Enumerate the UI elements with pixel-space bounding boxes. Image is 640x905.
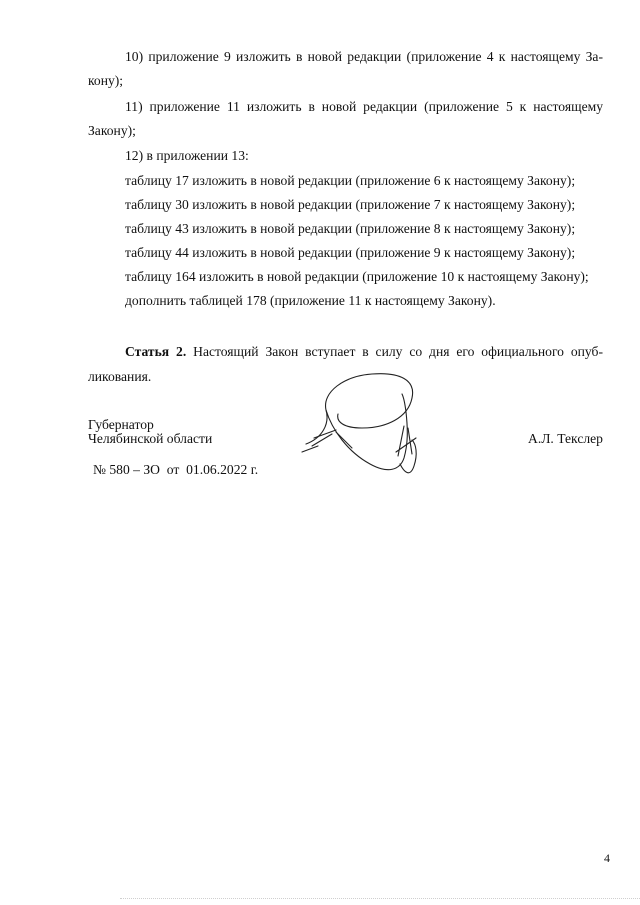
sub-item-table-44: таблицу 44 изложить в новой редакции (приложение 9 к настоящему Закону); bbox=[125, 245, 576, 260]
article-2-label: Статья 2. bbox=[125, 344, 187, 359]
item-12-line-1: 12) в приложении 13: bbox=[125, 148, 249, 163]
sub-item-table-178: дополнить таблицей 178 (приложение 11 к настоящему Закону). bbox=[125, 293, 496, 308]
item-10-line-2: кону); bbox=[88, 73, 124, 88]
page-number: 4 bbox=[604, 851, 610, 865]
sub-item-table-17: таблицу 17 изложить в новой редакции (приложение 6 к настоящему Закону); bbox=[125, 173, 576, 188]
sub-item-table-164: таблицу 164 изложить в новой редакции (приложение 10 к настоящему Закону); bbox=[125, 269, 589, 284]
item-11-line-2: Закону); bbox=[88, 123, 136, 138]
sub-item-table-30: таблицу 30 изложить в новой редакции (приложение 7 к настоящему Закону); bbox=[125, 197, 576, 212]
item-10-line-1: 10) приложение 9 изложить в новой редакции (приложение 4 к настоящему За- bbox=[125, 49, 603, 64]
article-2-text: Настоящий Закон вступает в силу со дня его официального опуб- bbox=[193, 344, 603, 359]
scan-edge-artifact bbox=[120, 898, 640, 900]
article-2-line-1 bbox=[125, 344, 603, 360]
signatory-name: А.Л. Текслер bbox=[528, 431, 603, 446]
signatory-position-line-2: Челябинской области bbox=[88, 431, 213, 446]
article-2-line-2: ликования. bbox=[88, 369, 152, 384]
handwritten-signature bbox=[292, 368, 437, 484]
item-11-line-1: 11) приложение 11 изложить в новой редакции (приложение 5 к настоящему bbox=[125, 99, 603, 114]
signatory-position-line-1: Губернатор bbox=[88, 417, 154, 432]
law-number: № 580 – ЗО от 01.06.2022 г. bbox=[93, 462, 259, 477]
sub-item-table-43: таблицу 43 изложить в новой редакции (приложение 8 к настоящему Закону); bbox=[125, 221, 576, 236]
